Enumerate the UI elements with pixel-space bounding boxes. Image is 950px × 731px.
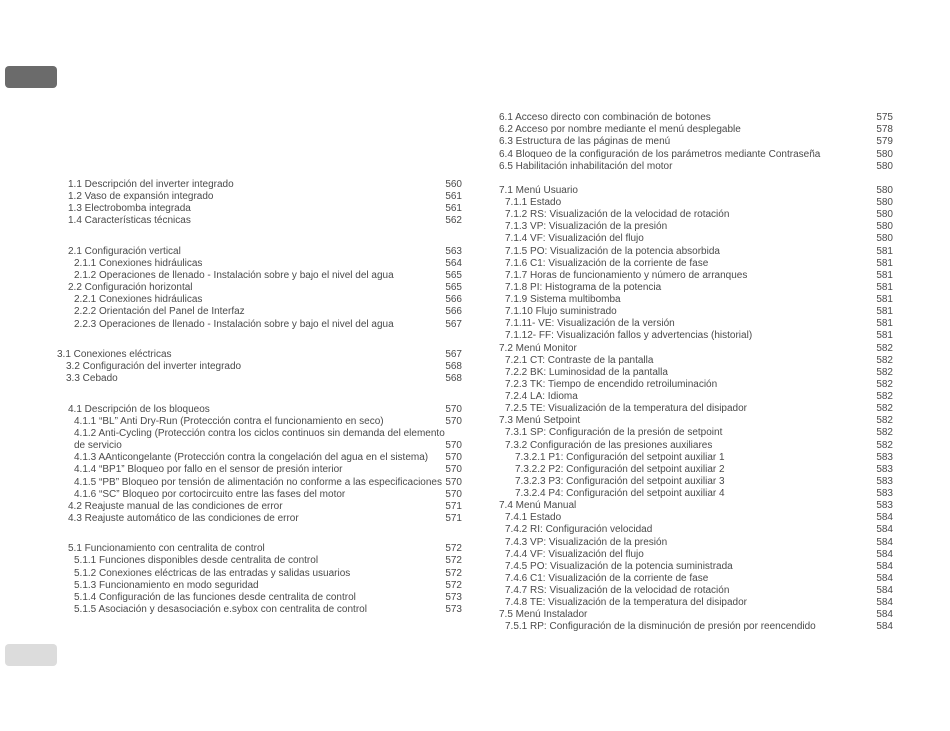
toc-entry-page: 582	[876, 403, 893, 414]
toc-entry-title: 7.3.2.2 P2: Configuración del setpoint auxiliar 2	[515, 464, 725, 475]
toc-entry-title: 2.2.3 Operaciones de llenado - Instalación sobre y bajo el nivel del agua	[74, 319, 394, 330]
toc-entry-page: 581	[876, 294, 893, 305]
toc-entry[interactable]	[74, 305, 462, 318]
toc-entry-title: 2.2 Configuración horizontal	[68, 282, 193, 293]
toc-entry[interactable]	[505, 620, 893, 633]
toc-entry-page: 570	[445, 452, 462, 463]
toc-entry-title: 7.3.2.4 P4: Configuración del setpoint auxiliar 4	[515, 488, 725, 499]
toc-entry-title: 7.2.1 CT: Contraste de la pantalla	[505, 355, 654, 366]
toc-entry-page: 582	[876, 415, 893, 426]
toc-entry-title: 7.2.2 BK: Luminosidad de la pantalla	[505, 367, 668, 378]
toc-entry-title: 7.1.2 RS: Visualización de la velocidad de rotación	[505, 209, 730, 220]
toc-entry-page: 568	[445, 361, 462, 372]
toc-entry-title: 2.2.1 Conexiones hidráulicas	[74, 294, 203, 305]
toc-entry-page: 580	[876, 233, 893, 244]
toc-entry-page: 584	[876, 621, 893, 632]
toc-entry-page: 582	[876, 379, 893, 390]
toc-entry-page: 570	[445, 440, 462, 451]
toc-entry-page: 581	[876, 318, 893, 329]
toc-entry[interactable]	[74, 554, 462, 567]
page-tab-light	[5, 644, 57, 666]
toc-entry-title: 7.2.5 TE: Visualización de la temperatura del disipador	[505, 403, 747, 414]
toc-entry-title: 7.2.4 LA: Idioma	[505, 391, 578, 402]
toc-entry-title: 7.1.9 Sistema multibomba	[505, 294, 621, 305]
toc-entry-title: 7.4.3 VP: Visualización de la presión	[505, 537, 668, 548]
toc-entry-title: 3.1 Conexiones eléctricas	[57, 349, 172, 360]
toc-entry-title: 7.3.2 Configuración de las presiones auxiliares	[505, 440, 713, 451]
toc-entry-title: 2.1 Configuración vertical	[68, 246, 181, 257]
toc-entry-title: 4.1.6 “SC” Bloqueo por cortocircuito entre las fases del motor	[74, 489, 346, 500]
toc-entry-page: 571	[445, 501, 462, 512]
toc-entry-title: 7.1.6 C1: Visualización de la corriente de fase	[505, 258, 709, 269]
toc-entry-title: 7.2.3 TK: Tiempo de encendido retroiluminación	[505, 379, 718, 390]
toc-entry-page: 582	[876, 440, 893, 451]
toc-entry-page: 572	[445, 580, 462, 591]
toc-entry-title: de servicio	[74, 440, 122, 451]
toc-entry-title: 7.1.11- VE: Visualización de la versión	[505, 318, 675, 329]
toc-entry-page: 584	[876, 524, 893, 535]
toc-entry-page: 582	[876, 355, 893, 366]
toc-entry-title: 7.5 Menú Instalador	[499, 609, 588, 620]
toc-entry[interactable]	[505, 523, 893, 536]
toc-entry-page: 581	[876, 246, 893, 257]
toc-entry[interactable]	[505, 232, 893, 245]
toc-entry-page: 566	[445, 294, 462, 305]
toc-entry-title: 5.1.5 Asociación y desasociación e.sybox con centralita de control	[74, 604, 367, 615]
toc-entry-title: 6.2 Acceso por nombre mediante el menú desplegable	[499, 124, 741, 135]
toc-entry[interactable]	[505, 426, 893, 439]
toc-entry-page: 581	[876, 270, 893, 281]
toc-entry-title: 7.1.1 Estado	[505, 197, 562, 208]
toc-entry-title: 1.4 Características técnicas	[68, 215, 191, 226]
toc-entry-title: 7.1.3 VP: Visualización de la presión	[505, 221, 668, 232]
toc-entry-title: 1.3 Electrobomba integrada	[68, 203, 191, 214]
toc-entry-title: 5.1 Funcionamiento con centralita de control	[68, 543, 265, 554]
toc-entry-page: 584	[876, 597, 893, 608]
toc-entry-page: 572	[445, 568, 462, 579]
toc-entry-title: 7.3.2.1 P1: Configuración del setpoint auxiliar 1	[515, 452, 725, 463]
toc-entry-title: 3.2 Configuración del inverter integrado	[66, 361, 242, 372]
toc-entry-page: 583	[876, 476, 893, 487]
toc-entry-title: 6.3 Estructura de las páginas de menú	[499, 136, 671, 147]
toc-entry[interactable]	[505, 329, 893, 342]
toc-entry-page: 580	[876, 209, 893, 220]
toc-entry-page: 570	[445, 464, 462, 475]
toc-entry-title: 2.1.2 Operaciones de llenado - Instalación sobre y bajo el nivel del agua	[74, 270, 394, 281]
toc-entry[interactable]	[74, 318, 462, 331]
toc-entry-title: 7.1.7 Horas de funcionamiento y número de arranques	[505, 270, 748, 281]
toc-entry-page: 581	[876, 258, 893, 269]
toc-entry-page: 571	[445, 513, 462, 524]
toc-entry-page: 570	[445, 489, 462, 500]
toc-entry-title: 7.4 Menú Manual	[499, 500, 577, 511]
toc-entry-title: 7.1.10 Flujo suministrado	[505, 306, 617, 317]
toc-entry-title: 5.1.3 Funcionamiento en modo seguridad	[74, 580, 259, 591]
toc-entry-title: 7.4.5 PO: Visualización de la potencia suministrada	[505, 561, 733, 572]
toc-entry-page: 565	[445, 282, 462, 293]
toc-entry-page: 581	[876, 306, 893, 317]
toc-entry-page: 568	[445, 373, 462, 384]
toc-entry-title: 4.1.4 “BP1” Bloqueo por fallo en el sensor de presión interior	[74, 464, 343, 475]
toc-entry-title: 7.3.1 SP: Configuración de la presión de setpoint	[505, 427, 723, 438]
toc-entry-page: 584	[876, 537, 893, 548]
toc-entry-page: 579	[876, 136, 893, 147]
toc-entry-page: 584	[876, 549, 893, 560]
toc-entry-page: 581	[876, 282, 893, 293]
toc-entry[interactable]	[68, 512, 462, 525]
toc-entry-page: 582	[876, 427, 893, 438]
toc-entry-title: 6.4 Bloqueo de la configuración de los parámetros mediante Contraseña	[499, 149, 821, 160]
toc-entry-page: 570	[445, 416, 462, 427]
toc-entry-page: 561	[445, 191, 462, 202]
toc-entry-title: 7.2 Menú Monitor	[499, 343, 577, 354]
toc-entry-title: 7.4.8 TE: Visualización de la temperatura del disipador	[505, 597, 747, 608]
toc-entry-page: 583	[876, 452, 893, 463]
toc-entry-page: 572	[445, 555, 462, 566]
toc-entry-page: 575	[876, 112, 893, 123]
toc-entry-page: 573	[445, 604, 462, 615]
toc-entry-page: 566	[445, 306, 462, 317]
toc-entry-title: 5.1.4 Configuración de las funciones desde centralita de control	[74, 592, 356, 603]
toc-entry-title: 7.3 Menú Setpoint	[499, 415, 581, 426]
page-tab-dark	[5, 66, 57, 88]
toc-entry-title: 4.1.2 Anti-Cycling (Protección contra los ciclos continuos sin demanda del elemento	[74, 428, 445, 439]
toc-entry-page: 583	[876, 464, 893, 475]
toc-entry-page: 565	[445, 270, 462, 281]
toc-entry-page: 580	[876, 221, 893, 232]
toc-entry-page: 582	[876, 343, 893, 354]
toc-entry-title: 4.2 Reajuste manual de las condiciones de error	[68, 501, 283, 512]
toc-entry-page: 560	[445, 179, 462, 190]
toc-entry-page: 582	[876, 391, 893, 402]
toc-entry[interactable]	[499, 135, 893, 148]
toc-entry-title: 7.1.12- FF: Visualización fallos y advertencias (historial)	[505, 330, 753, 341]
toc-entry-title: 6.5 Habilitación inhabilitación del motor	[499, 161, 673, 172]
toc-entry-page: 567	[445, 319, 462, 330]
toc-entry-page: 570	[445, 404, 462, 415]
toc-entry-page: 584	[876, 512, 893, 523]
toc-entry-page: 583	[876, 500, 893, 511]
toc-entry[interactable]	[68, 214, 462, 227]
toc-entry-title: 5.1.1 Funciones disponibles desde centralita de control	[74, 555, 319, 566]
toc-entry[interactable]	[499, 160, 893, 173]
toc-entry-title: 2.2.2 Orientación del Panel de Interfaz	[74, 306, 245, 317]
toc-entry-page: 582	[876, 367, 893, 378]
toc-entry-page: 567	[445, 349, 462, 360]
toc-entry-title: 4.1.5 “PB” Bloqueo por tensión de alimentación no conforme a las especificaciones	[74, 477, 442, 488]
toc-entry-page: 580	[876, 185, 893, 196]
toc-entry-page: 570	[445, 477, 462, 488]
toc-entry-title: 3.3 Cebado	[66, 373, 118, 384]
toc-entry-page: 562	[445, 215, 462, 226]
toc-entry-title: 4.3 Reajuste automático de las condiciones de error	[68, 513, 299, 524]
toc-entry-page: 584	[876, 573, 893, 584]
toc-entry-title: 7.5.1 RP: Configuración de la disminución de presión por reencendido	[505, 621, 816, 632]
toc-entry-page: 584	[876, 561, 893, 572]
toc-entry-title: 7.1.5 PO: Visualización de la potencia absorbida	[505, 246, 720, 257]
toc-entry-title: 7.1.8 PI: Histograma de la potencia	[505, 282, 662, 293]
toc-entry-title: 1.1 Descripción del inverter integrado	[68, 179, 234, 190]
toc-entry-title: 7.4.1 Estado	[505, 512, 562, 523]
toc-entry-page: 580	[876, 161, 893, 172]
toc-entry-title: 4.1 Descripción de los bloqueos	[68, 404, 210, 415]
toc-entry-page: 584	[876, 585, 893, 596]
toc-entry-page: 584	[876, 609, 893, 620]
toc-entry-title: 7.3.2.3 P3: Configuración del setpoint auxiliar 3	[515, 476, 725, 487]
toc-entry-title: 7.4.7 RS: Visualización de la velocidad de rotación	[505, 585, 730, 596]
toc-entry-page: 561	[445, 203, 462, 214]
toc-entry-title: 7.1 Menú Usuario	[499, 185, 578, 196]
toc-entry-title: 4.1.1 “BL” Anti Dry-Run (Protección contra el funcionamiento en seco)	[74, 416, 384, 427]
toc-entry-title: 2.1.1 Conexiones hidráulicas	[74, 258, 203, 269]
toc-entry[interactable]	[66, 372, 462, 385]
toc-entry-page: 572	[445, 543, 462, 554]
toc-entry-title: 1.2 Vaso de expansión integrado	[68, 191, 214, 202]
toc-entry-title: 5.1.2 Conexiones eléctricas de las entradas y salidas usuarios	[74, 568, 351, 579]
toc-entry-title: 7.4.2 RI: Configuración velocidad	[505, 524, 653, 535]
toc-entry[interactable]	[74, 463, 462, 476]
toc-entry-title: 7.4.6 C1: Visualización de la corriente de fase	[505, 573, 709, 584]
toc-entry-page: 573	[445, 592, 462, 603]
toc-entry-title: 6.1 Acceso directo con combinación de botones	[499, 112, 711, 123]
toc-entry-page: 578	[876, 124, 893, 135]
toc-entry-title: 7.4.4 VF: Visualización del flujo	[505, 549, 644, 560]
toc-entry[interactable]	[74, 603, 462, 616]
toc-entry-page: 581	[876, 330, 893, 341]
toc-entry-title: 4.1.3 AAnticongelante (Protección contra la congelación del agua en el sistema)	[74, 452, 429, 463]
toc-entry-page: 563	[445, 246, 462, 257]
toc-entry-title: 7.1.4 VF: Visualización del flujo	[505, 233, 644, 244]
toc-entry-page: 580	[876, 197, 893, 208]
toc-entry-page: 580	[876, 149, 893, 160]
toc-entry-page: 583	[876, 488, 893, 499]
toc-entry-page: 564	[445, 258, 462, 269]
